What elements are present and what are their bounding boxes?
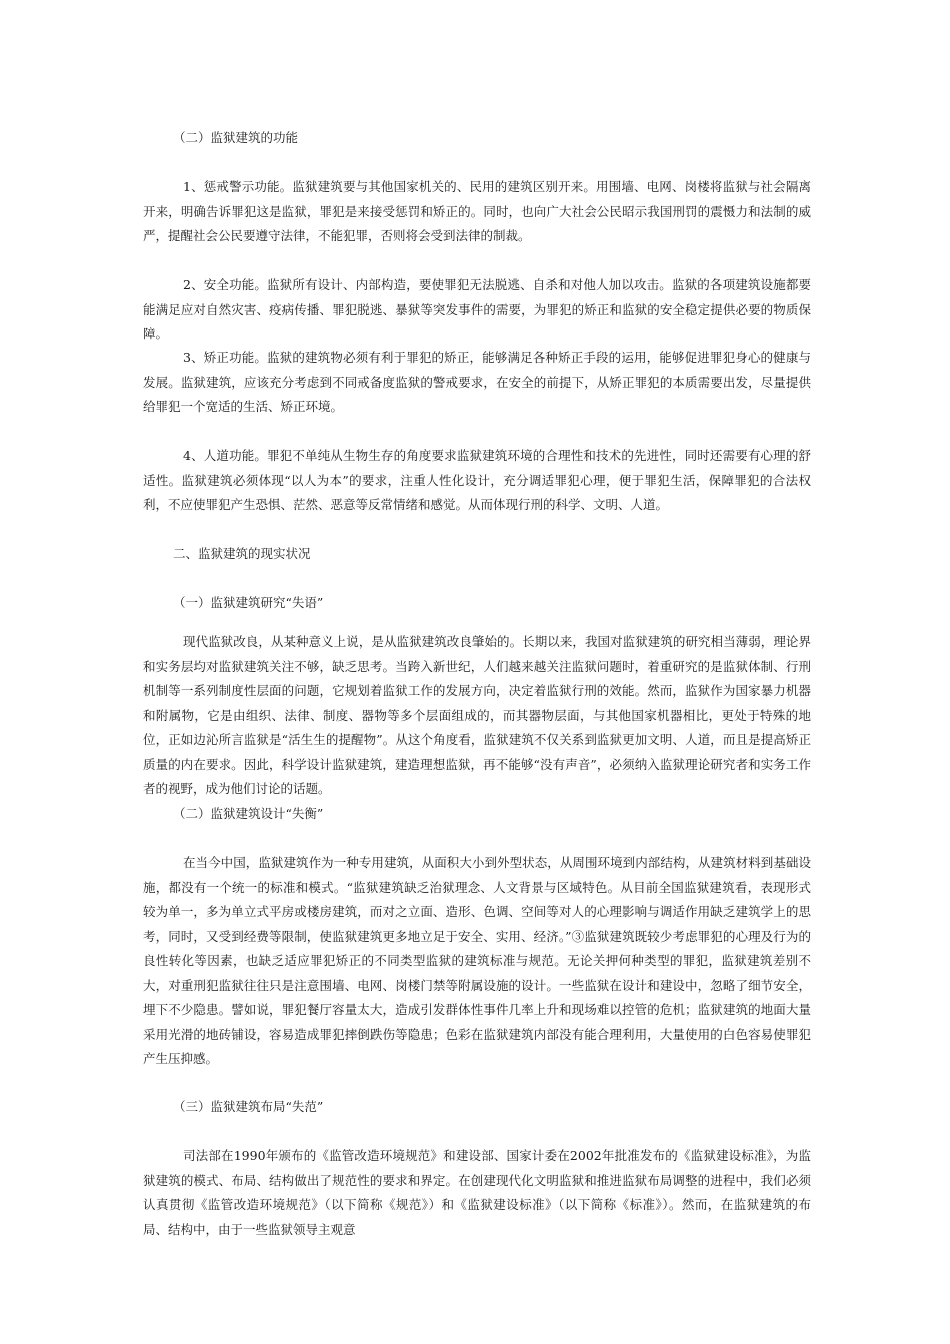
section-heading-current-status: 二、监狱建筑的现实状况 (173, 546, 311, 561)
paragraph-layout: 司法部在1990年颁布的《监管改造环境规范》和建设部、国家计委在2002年批准发布的《监狱建设标准》，为监狱建筑的模式、布局、结构做出了规范性的要求和界定。在创建现代化文明监狱和推进监狱布局调整的进程中，我们必须认真贯彻《监管改造环境规范》（以下简称《规范》）和《监狱建设标准》（以下简称《标准》）。然而，在监狱建筑的布局、结构中，由于一些监狱领导主观意 (143, 1148, 811, 1237)
subheading-layout-anomie: （三）监狱建筑布局“失范” (173, 1099, 324, 1114)
subheading-research-aphasia: （一）监狱建筑研究“失语” (173, 595, 324, 610)
paragraph-correction-function: 3、矫正功能。监狱的建筑物必须有利于罪犯的矫正，能够满足各种矫正手段的运用，能够促进罪犯身心的健康与发展。监狱建筑，应该充分考虑到不同戒备度监狱的警戒要求，在安全的前提下，从矫正罪犯的本质需要出发，尽量提供给罪犯一个宽适的生活、矫正环境。 (143, 350, 811, 414)
paragraph-research: 现代监狱改良，从某种意义上说，是从监狱建筑改良肇始的。长期以来，我国对监狱建筑的研究相当薄弱，理论界和实务层均对监狱建筑关注不够，缺乏思考。当跨入新世纪，人们越来越关注监狱问题时，着重研究的是监狱体制、行刑机制等一系列制度性层面的问题，它规划着监狱工作的发展方向，决定着监狱行刑的效能。然而，监狱作为国家暴力机器和附属物，它是由组织、法律、制度、器物等多个层面组成的，而其器物层面，与其他国家机器相比，更处于特殊的地位，正如边沁所言监狱是“活生生的提醒物”。从这个角度看，监狱建筑不仅关系到监狱更加文明、人道，而且是提高矫正质量的内在要求。因此，科学设计监狱建筑，建造理想监狱，再不能够“没有声音”，必须纳入监狱理论研究者和实务工作者的视野，成为他们讨论的话题。 (143, 634, 811, 796)
subheading-design-imbalance: （二）监狱建筑设计“失衡” (173, 806, 324, 821)
section-heading-functions: （二）监狱建筑的功能 (173, 130, 299, 145)
paragraph-security-function: 2、安全功能。监狱所有设计、内部构造，要使罪犯无法脱逃、自杀和对他人加以攻击。监狱的各项建筑设施都要能满足应对自然灾害、疫病传播、罪犯脱逃、暴狱等突发事件的需要，为罪犯的矫正和监狱的安全稳定提供必要的物质保障。 (143, 277, 811, 341)
paragraph-deterrence-function: 1、惩戒警示功能。监狱建筑要与其他国家机关的、民用的建筑区别开来。用围墙、电网、岗楼将监狱与社会隔离开来，明确告诉罪犯这是监狱，罪犯是来接受惩罚和矫正的。同时，也向广大社会公民昭示我国刑罚的震慑力和法制的威严，提醒社会公民要遵守法律，不能犯罪，否则将会受到法律的制裁。 (143, 179, 811, 243)
paragraph-design: 在当今中国，监狱建筑作为一种专用建筑，从面积大小到外型状态，从周围环境到内部结构，从建筑材料到基础设施，都没有一个统一的标准和模式。“监狱建筑缺乏治狱理念、人文背景与区域特色。从目前全国监狱建筑看，表现形式较为单一，多为单立式平房或楼房建筑，而对之立面、造形、色调、空间等对人的心理影响与调适作用缺乏建筑学上的思考，同时，又受到经费等限制，使监狱建筑更多地立足于安全、实用、经济。”③监狱建筑既较少考虑罪犯的心理及行为的良性转化等因素，也缺乏适应罪犯矫正的不同类型监狱的建筑标准与规范。无论关押何种类型的罪犯，监狱建筑差别不大，对重刑犯监狱往往只是注意围墙、电网、岗楼门禁等附属设施的设计。一些监狱在设计和建设中，忽略了细节安全，埋下不少隐患。譬如说，罪犯餐厅容量太大，造成引发群体性事件几率上升和现场难以控管的危机；监狱建筑的地面大量采用光滑的地砖铺设，容易造成罪犯摔倒跌伤等隐患；色彩在监狱建筑内部没有能合理利用，大量使用的白色容易使罪犯产生压抑感。 (143, 855, 811, 1066)
paragraph-humane-function: 4、人道功能。罪犯不单纯从生物生存的角度要求监狱建筑环境的合理性和技术的先进性，同时还需要有心理的舒适性。监狱建筑必须体现“以人为本”的要求，注重人性化设计，充分调适罪犯心理，便于罪犯生活，保障罪犯的合法权利，不应使罪犯产生恐惧、茫然、恶意等反常情绪和感觉。从而体现行刑的科学、文明、人道。 (143, 448, 811, 512)
